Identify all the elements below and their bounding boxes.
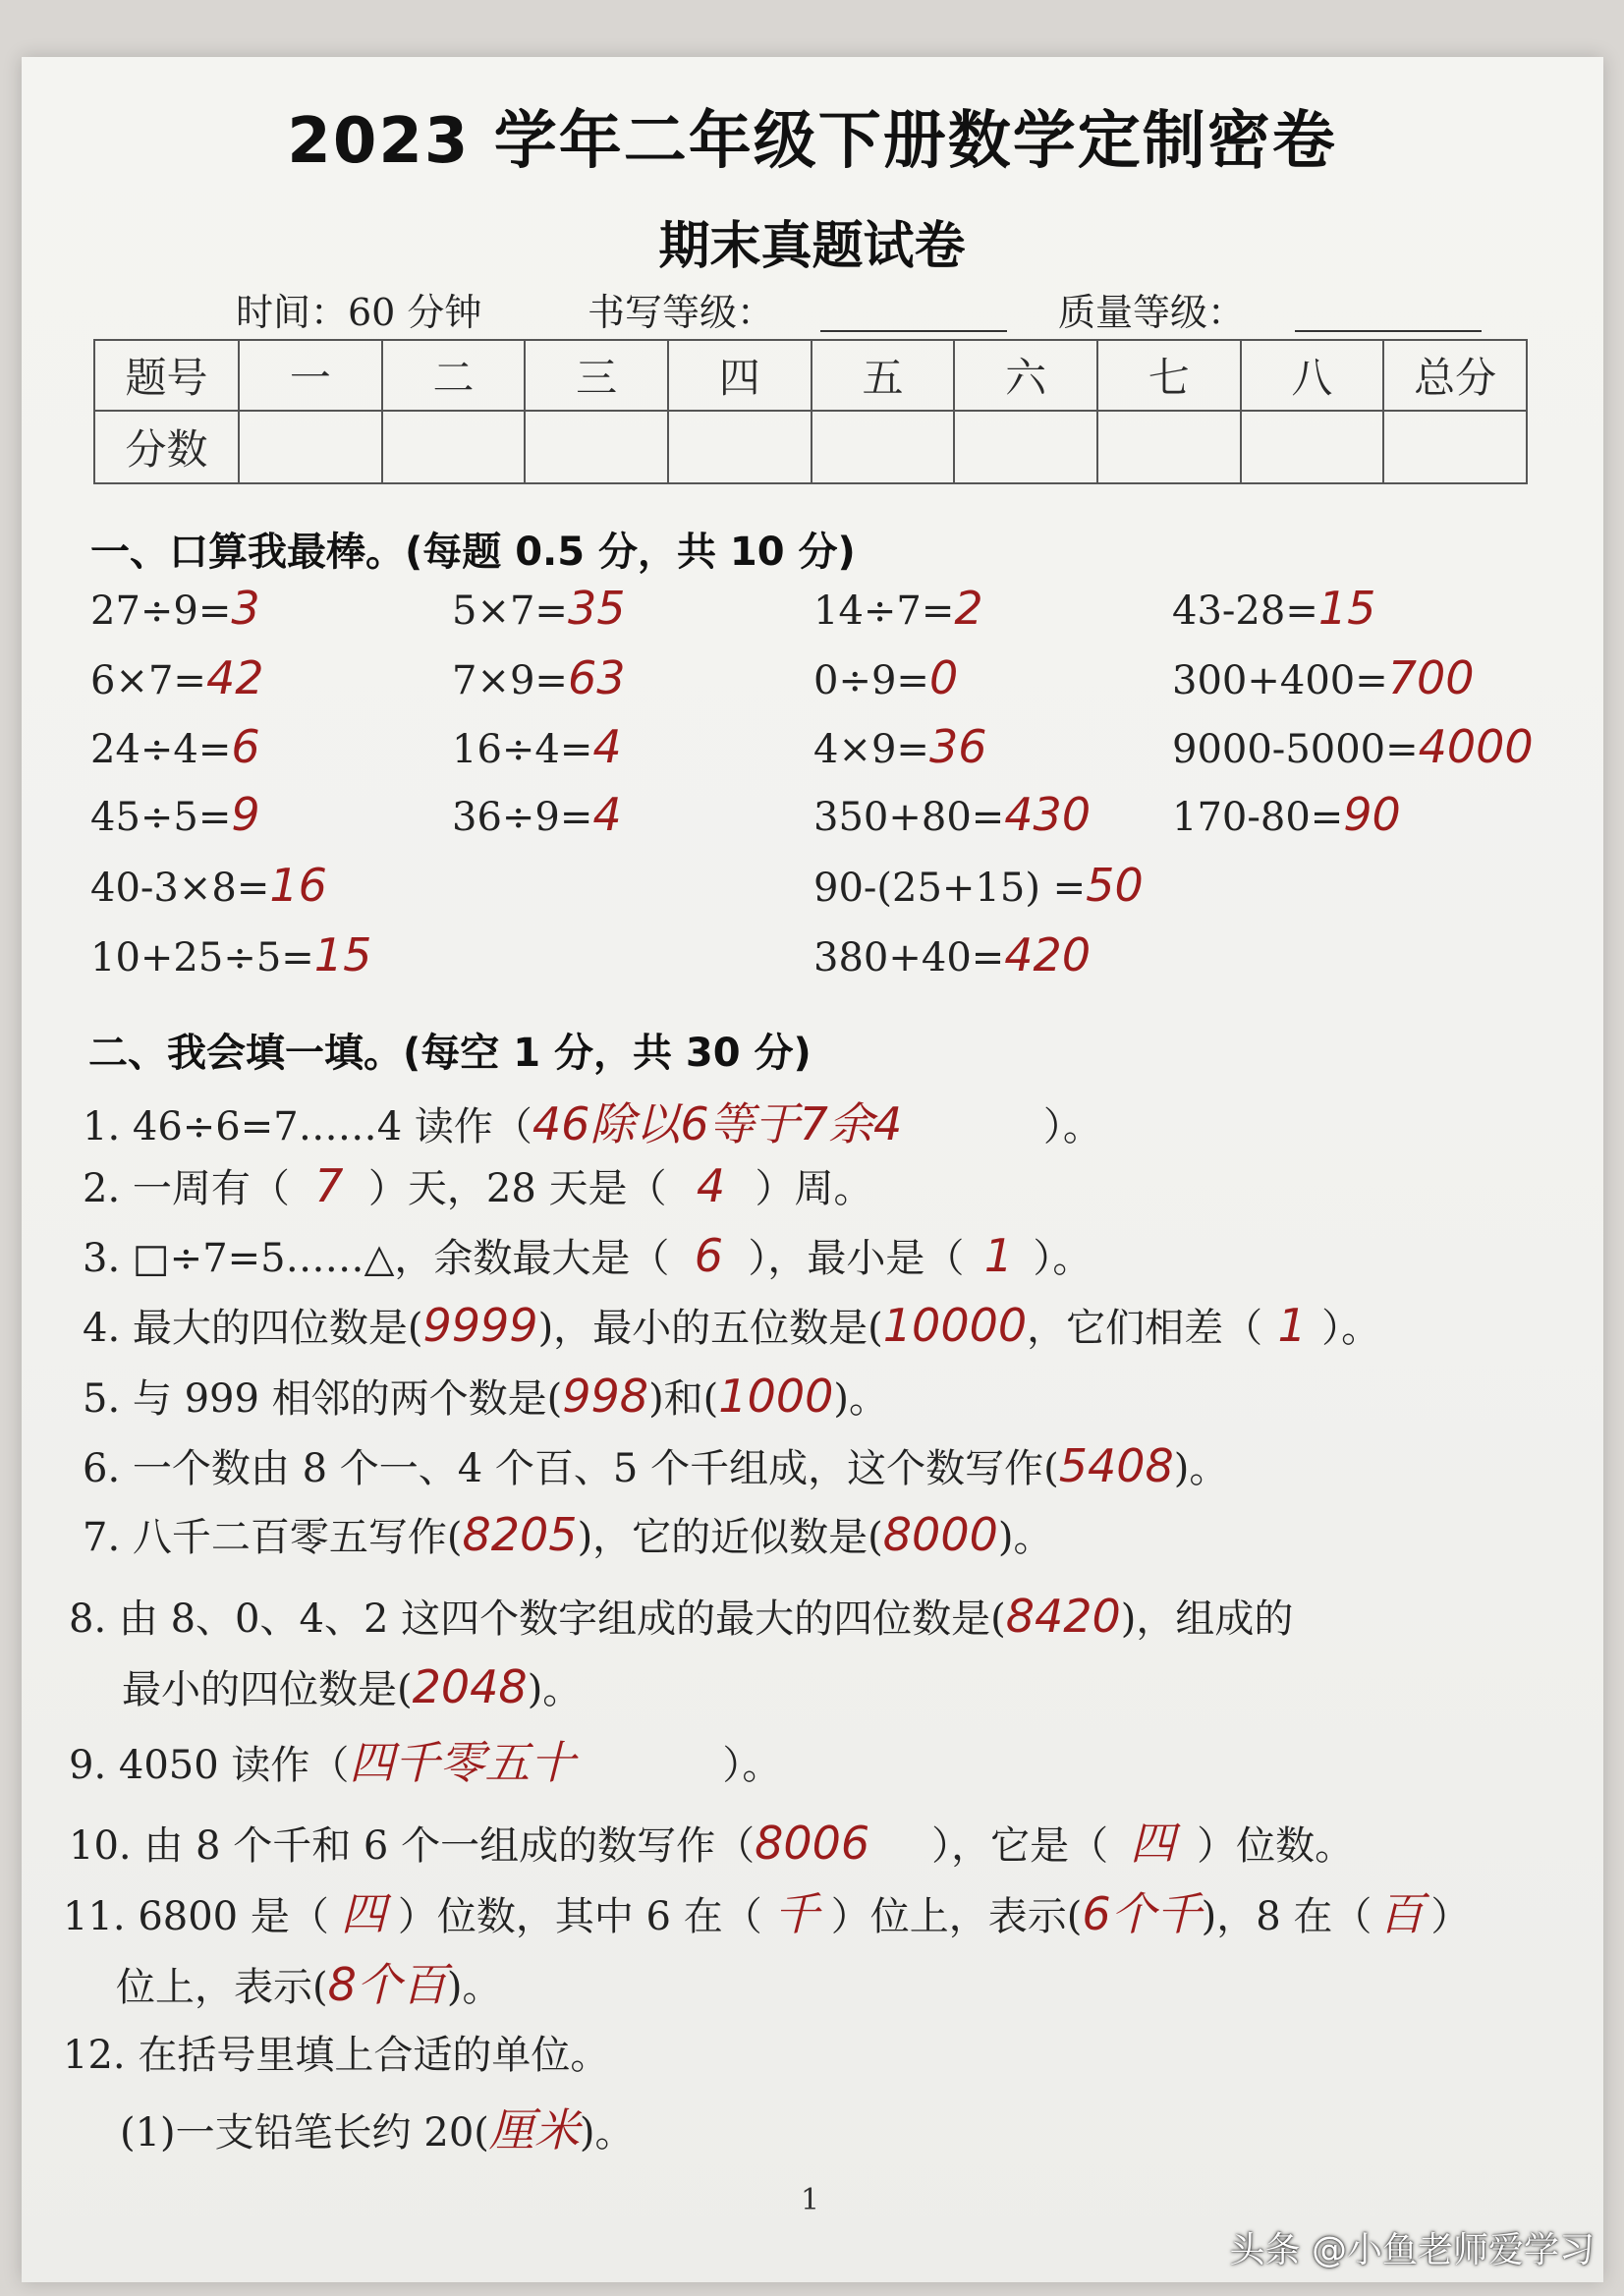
calc-question: 9000-5000= — [1172, 727, 1419, 772]
question-text: ）位数。 — [1197, 1823, 1355, 1869]
question-text: )和( — [648, 1376, 719, 1422]
calc-question: 350+80= — [813, 795, 1005, 840]
score-header-cell: 总分 — [1383, 340, 1527, 411]
question-text: ）天，28 天是（ — [367, 1166, 667, 1211]
score-cell — [812, 411, 955, 483]
question-text: ）位数，其中 6 在（ — [397, 1894, 762, 1939]
score-header-cell: 一 — [239, 340, 382, 411]
score-header-cell: 七 — [1097, 340, 1241, 411]
fill-question-11 — [63, 1878, 1470, 1943]
score-header-cell: 六 — [954, 340, 1097, 411]
calc-question: 14÷7= — [813, 588, 955, 634]
question-text: ）。 — [1042, 1104, 1102, 1149]
answer: 6 — [694, 1229, 724, 1282]
score-cell — [1097, 411, 1241, 483]
calc-answer: 16 — [269, 859, 327, 912]
calc-question: 16÷4= — [452, 727, 593, 772]
answer: 8420 — [1005, 1590, 1121, 1643]
answer: 7 — [314, 1159, 344, 1212]
calc-item — [452, 720, 622, 773]
fill-question-6 — [83, 1437, 1228, 1493]
answer: 8000 — [882, 1508, 998, 1561]
calc-item — [90, 720, 260, 773]
answer: 8205 — [462, 1508, 578, 1561]
calc-answer: 700 — [1387, 651, 1475, 704]
question-text: 3. □÷7=5……△，余数最大是（ — [83, 1236, 670, 1281]
calc-answer: 4000 — [1418, 720, 1534, 773]
calc-answer: 35 — [567, 582, 626, 635]
score-header-cell: 三 — [525, 340, 668, 411]
calc-item — [813, 788, 1091, 841]
answer: 6个千 — [1082, 1887, 1202, 1940]
calc-answer: 4 — [592, 788, 622, 841]
calc-question: 36÷9= — [452, 795, 593, 840]
calc-answer: 2 — [954, 582, 983, 635]
question-text: ） — [1430, 1894, 1471, 1939]
calc-question: 7×9= — [452, 658, 568, 703]
fill-question-8 — [69, 1588, 1293, 1644]
writing-grade-label: 书写等级： — [588, 291, 775, 334]
question-text: 4. 最大的四位数是( — [83, 1306, 423, 1351]
fill-question-12-1 — [120, 2095, 635, 2159]
calc-answer: 36 — [928, 720, 987, 773]
calc-question: 40-3×8= — [90, 866, 270, 911]
answer: 1000 — [718, 1370, 834, 1423]
question-text: )。 — [527, 1667, 583, 1712]
quality-grade-label: 质量等级： — [1058, 291, 1246, 334]
calc-answer: 50 — [1086, 859, 1144, 912]
question-text: ）位上，表示( — [830, 1894, 1083, 1939]
calc-question: 300+400= — [1172, 658, 1388, 703]
score-header-cell: 四 — [668, 340, 812, 411]
question-text: )。 — [1173, 1446, 1229, 1491]
calc-item — [452, 582, 625, 635]
answer: 四 — [1130, 1817, 1176, 1870]
calc-answer: 9 — [231, 788, 260, 841]
calc-item — [90, 582, 260, 635]
fill-question-3 — [83, 1227, 1092, 1283]
calc-item — [1172, 788, 1401, 841]
question-text: )，最小的五位数是( — [537, 1306, 883, 1351]
exam-title: 2023 学年二年级下册数学定制密卷 — [287, 105, 1337, 178]
question-text: 最小的四位数是( — [122, 1667, 413, 1712]
score-cell — [525, 411, 668, 483]
watermark: 头条 @小鱼老师爱学习 — [1229, 2230, 1595, 2270]
score-header-cell: 题号 — [94, 340, 239, 411]
fill-question-10 — [69, 1808, 1354, 1873]
fill-question-4 — [83, 1297, 1380, 1353]
score-cell — [1241, 411, 1384, 483]
question-text: 2. 一周有（ — [83, 1166, 290, 1211]
score-cell — [668, 411, 812, 483]
page-number: 1 — [801, 2183, 820, 2217]
calc-answer: 42 — [205, 651, 264, 704]
fill-question-2 — [83, 1157, 873, 1213]
question-text: )。 — [997, 1515, 1053, 1560]
calc-answer: 4 — [592, 720, 622, 773]
calc-answer: 0 — [928, 651, 959, 704]
calc-question: 43-28= — [1172, 588, 1318, 634]
score-header-cell: 五 — [812, 340, 955, 411]
question-text: (1)一支铅笔长约 20( — [120, 2110, 489, 2156]
calc-question: 380+40= — [813, 935, 1005, 980]
calc-question: 5×7= — [452, 588, 568, 634]
calc-question: 170-80= — [1172, 795, 1344, 840]
fill-question-12 — [63, 2024, 609, 2080]
question-text: ），最小是（ — [748, 1236, 965, 1281]
calc-item — [90, 928, 371, 981]
calc-item — [90, 788, 260, 841]
calc-item — [452, 788, 622, 841]
calc-question: 6×7= — [90, 658, 206, 703]
section2-title: 二、我会填一填。(每空 1 分，共 30 分) — [88, 1031, 812, 1076]
question-text: 10. 由 8 个千和 6 个一组成的数写作（ — [69, 1823, 756, 1869]
answer: 8006 — [755, 1817, 870, 1870]
question-text: ），它是（ — [931, 1823, 1109, 1869]
question-text: )，它的近似数是( — [577, 1515, 883, 1560]
answer: 厘米 — [488, 2103, 580, 2156]
exam-time: 时间：60 分钟 — [236, 291, 482, 334]
score-header-cell: 八 — [1241, 340, 1384, 411]
exam-subtitle: 期末真题试卷 — [658, 217, 966, 276]
question-text: )。 — [579, 2110, 635, 2156]
calc-item — [452, 651, 625, 704]
calc-question: 45÷5= — [90, 795, 232, 840]
calc-item — [1172, 720, 1534, 773]
question-text: 5. 与 999 相邻的两个数是( — [83, 1376, 563, 1422]
writing-grade-blank — [820, 295, 1007, 332]
question-text: )，8 在（ — [1201, 1894, 1372, 1939]
fill-question-1 — [83, 1089, 1102, 1153]
calc-question: 90-(25+15) = — [813, 866, 1087, 911]
answer: 千 — [773, 1887, 819, 1940]
calc-item — [813, 582, 983, 635]
question-text: 1. 46÷6=7……4 读作（ — [83, 1104, 532, 1149]
answer: 四千零五十 — [349, 1736, 576, 1789]
question-text: 6. 一个数由 8 个一、4 个百、5 个千组成，这个数写作( — [83, 1446, 1059, 1491]
score-cell — [1383, 411, 1527, 483]
fill-question-11-line2 — [116, 1949, 502, 2014]
question-text: 12. 在括号里填上合适的单位。 — [63, 2033, 610, 2078]
question-text: 8. 由 8、0、4、2 这四个数字组成的最大的四位数是( — [69, 1596, 1006, 1642]
fill-question-9 — [69, 1727, 781, 1792]
calc-item — [813, 928, 1091, 981]
calc-item — [90, 651, 263, 704]
calc-answer: 420 — [1004, 928, 1092, 981]
score-table — [93, 339, 1528, 484]
answer: 2048 — [412, 1660, 528, 1713]
answer: 1 — [1277, 1299, 1307, 1352]
answer: 1 — [983, 1229, 1014, 1282]
quality-grade-blank — [1295, 295, 1482, 332]
score-value-row — [94, 411, 1527, 483]
question-text: )，组成的 — [1120, 1596, 1294, 1642]
calc-question: 10+25÷5= — [90, 935, 314, 980]
answer: 9999 — [422, 1299, 538, 1352]
question-text: ）。 — [1321, 1306, 1381, 1351]
question-text: ）。 — [722, 1743, 782, 1788]
score-header-row — [94, 340, 1527, 411]
calc-question: 24÷4= — [90, 727, 232, 772]
score-header-cell: 二 — [382, 340, 526, 411]
calc-item — [813, 720, 986, 773]
question-text: ）。 — [1033, 1236, 1092, 1281]
calc-answer: 63 — [567, 651, 626, 704]
question-text: ）周。 — [755, 1166, 873, 1211]
score-row-label: 分数 — [94, 411, 239, 483]
calc-answer: 15 — [313, 928, 372, 981]
score-cell — [239, 411, 382, 483]
calc-item — [813, 651, 958, 704]
question-text: 11. 6800 是（ — [63, 1894, 329, 1939]
calc-answer: 15 — [1317, 582, 1376, 635]
fill-question-7 — [83, 1506, 1052, 1562]
answer: 46除以6等于7余4 — [532, 1097, 903, 1150]
question-text: )。 — [833, 1376, 888, 1422]
answer: 8个百 — [327, 1958, 447, 2011]
question-text: 7. 八千二百零五写作( — [83, 1515, 463, 1560]
calc-item — [90, 859, 327, 912]
score-cell — [382, 411, 526, 483]
calc-question: 27÷9= — [90, 588, 232, 634]
calc-answer: 6 — [231, 720, 260, 773]
calc-question: 4×9= — [813, 727, 929, 772]
fill-question-5 — [83, 1368, 888, 1424]
calc-item — [1172, 651, 1475, 704]
calc-question: 0÷9= — [813, 658, 929, 703]
calc-answer: 90 — [1343, 788, 1401, 841]
answer: 四 — [340, 1887, 386, 1940]
answer: 百 — [1378, 1887, 1425, 1940]
calc-answer: 3 — [231, 582, 260, 635]
answer: 5408 — [1058, 1439, 1174, 1492]
question-text: )。 — [446, 1965, 502, 2010]
question-text: 位上，表示( — [116, 1965, 328, 2010]
answer: 4 — [696, 1159, 726, 1212]
answer: 998 — [562, 1370, 649, 1423]
calc-answer: 430 — [1004, 788, 1092, 841]
fill-question-8-line2 — [122, 1658, 582, 1714]
answer: 10000 — [882, 1299, 1028, 1352]
score-cell — [954, 411, 1097, 483]
question-text: ，它们相差（ — [1027, 1306, 1263, 1351]
calc-item — [813, 859, 1144, 912]
calc-item — [1172, 582, 1375, 635]
section1-title: 一、口算我最棒。(每题 0.5 分，共 10 分) — [90, 530, 856, 575]
question-text: 9. 4050 读作（ — [69, 1743, 350, 1788]
